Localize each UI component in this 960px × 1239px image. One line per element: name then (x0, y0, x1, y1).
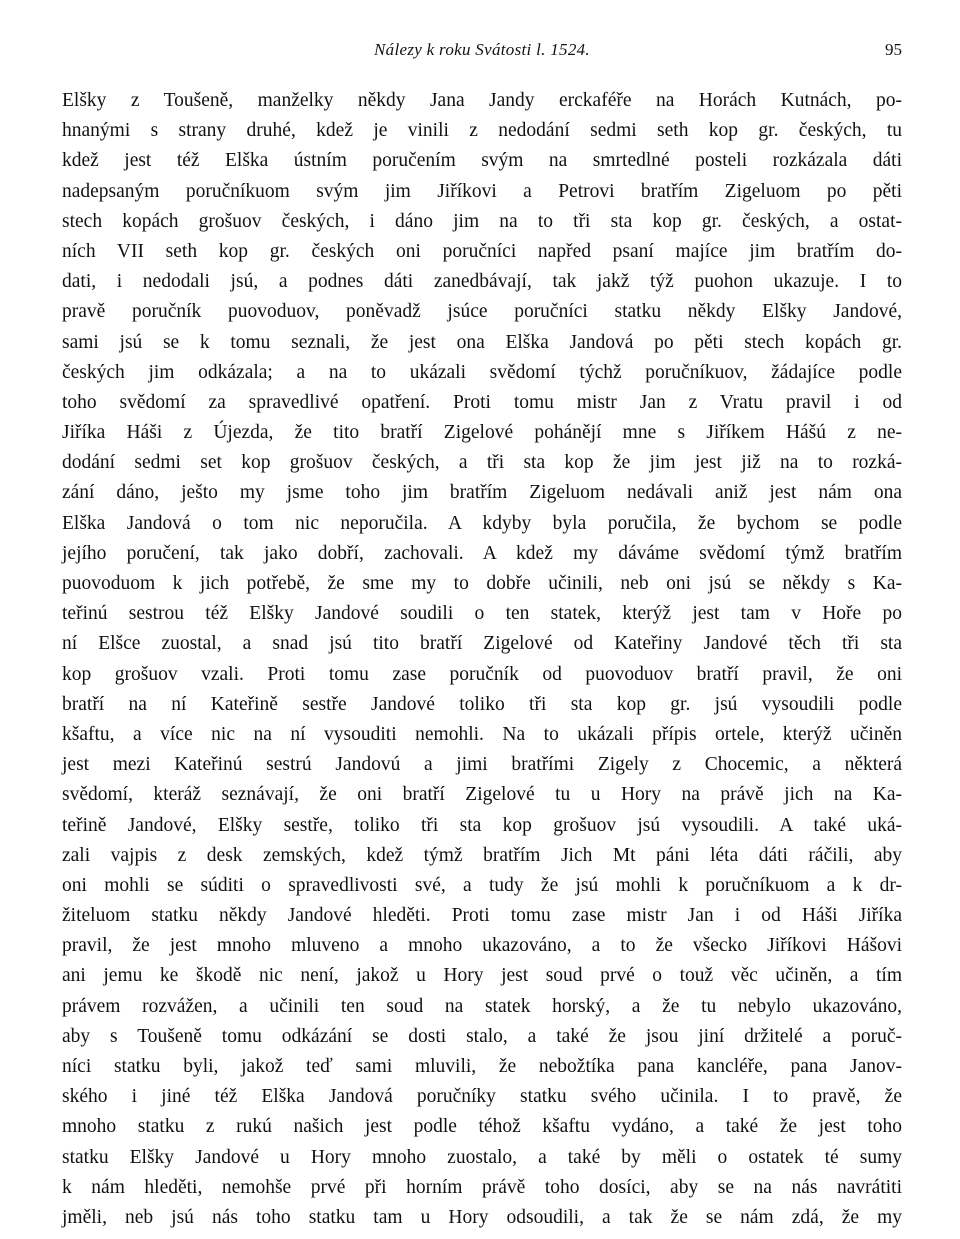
text-line: kšaftu, a více nic na ní vysouditi nemohli. Na to ukázali přípis ortele, kterýž učiněn (62, 723, 902, 745)
text-line: pravil, že jest mnoho mluveno a mnoho ukazováno, a to že všecko Jiříkovi Hášovi (62, 935, 902, 957)
text-line: sami jsú se k tomu seznali, že jest ona Elška Jandová po pěti stech kopách gr. (62, 331, 902, 353)
text-line: stech kopách grošuov českých, i dáno jim na to tři sta kop gr. českých, a ostat- (62, 210, 902, 232)
text-line: Elšky z Toušeně, manželky někdy Jana Jandy erckaféře na Horách Kutnách, po- (62, 90, 902, 111)
text-line: dodání sedmi set kop grošuov českých, a tři sta kop že jim jest již na to rozká- (62, 452, 902, 474)
text-line: jest mezi Kateřinú sestrú Jandovú a jimi bratřími Zigely z Chocemic, a některá (62, 754, 902, 776)
text-line: oni mohli se súditi o spravedlivosti své, a tudy že jsú mohli k poručníkuom a k dr- (62, 874, 902, 896)
text-line: pravě poručník puovoduov, poněvadž jsúce poručníci statku někdy Elšky Jandové, (62, 301, 902, 323)
text-line: níci statku byli, jakož teď sami mluvili, že nebožtíka pana kancléře, pana Janov- (62, 1056, 902, 1077)
page-number: 95 (885, 40, 902, 59)
text-line: zali vajpis z desk zemských, kdež týmž bratřím Jich Mt páni léta dáti ráčili, aby (62, 844, 902, 866)
text-line: kop grošuov vzali. Proti tomu zase poručník od puovoduov bratří pravil, že oni (62, 663, 902, 685)
text-line: Elška Jandová o tom nic neporučila. A kdyby byla poručila, že bychom se podle (62, 512, 902, 534)
text-line: aby s Toušeně tomu odkázání se dosti stalo, a také že jsou jiní držitelé a poruč- (62, 1025, 902, 1047)
running-title: Nálezy k roku Svátosti l. 1524. (374, 40, 590, 59)
text-line: ní Elšce zuostal, a snad jsú tito bratří Zigelové od Kateřiny Jandové těch tři sta (62, 633, 902, 655)
text-line: ani jemu ke škodě nic není, jakož u Hory jest soud prvé o touž věc učiněn, a tím (62, 965, 902, 987)
text-line: jejího poručení, tak jako dobří, zachovali. A kdež my dáváme svědomí týmž bratřím (62, 542, 902, 564)
text-line: dati, i nedodali jsú, a podnes dáti zanedbávají, tak jakž týž puohon ukazuje. I to (62, 271, 902, 293)
text-line: bratří na ní Kateřině sestře Jandové toliko tři sta kop gr. jsú vysoudili podle (62, 693, 902, 715)
text-line: ského i jiné též Elška Jandová poručníky statku svého učinila. I to pravě, že (62, 1086, 902, 1108)
text-line: zání dáno, ješto my jsme toho jim bratřím Zigeluom nedávali aniž jest nám ona (62, 482, 902, 504)
text-line: právem rozvážen, a učinili ten soud na statek horský, a že tu nebylo ukazováno, (62, 995, 902, 1017)
text-line: nadepsaným poručníkuom svým jim Jiříkovi a Petrovi bratřím Zigeluom po pěti (62, 180, 902, 202)
text-line: toho svědomí za spravedlivé opatření. Proti tomu mistr Jan z Vratu pravil i od (62, 391, 902, 413)
body-text (62, 86, 902, 1233)
text-line: svědomí, kteráž seznávají, že oni bratří Zigelové tu u Hory na právě jich na Ka- (62, 784, 902, 806)
text-line: českých jim odkázala; a na to ukázali svědomí týchž poručníkuov, žádajíce podle (62, 361, 902, 383)
text-line: statku Elšky Jandové u Hory mnoho zuostalo, a také by měli o ostatek té sumy (62, 1146, 902, 1168)
text-line: mnoho statku z rukú našich jest podle téhož kšaftu vydáno, a také že jest toho (62, 1116, 902, 1138)
text-line: kdež jest též Elška ústním poručením svým na smrtedlné posteli rozkázala dáti (62, 150, 902, 172)
text-line: žiteluom statku někdy Jandové hleděti. Proti tomu zase mistr Jan i od Háši Jiříka (62, 905, 902, 927)
text-line: jměli, neb jsú nás toho statku tam u Hory odsoudili, a tak že se nám zdá, že my (62, 1206, 902, 1228)
running-head (62, 40, 902, 64)
text-line: k nám hleděti, nemohše prvé při horním právě toho dosíci, aby se na nás navrátiti (62, 1176, 902, 1198)
text-line: ních VII seth kop gr. českých oni poručníci napřed psaní majíce jim bratřím do- (62, 240, 902, 262)
text-line: puovoduom k jich potřebě, že sme my to dobře učinili, neb oni jsú se někdy s Ka- (62, 573, 902, 594)
text-line: teřině Jandové, Elšky sestře, toliko tři sta kop grošuov jsú vysoudili. A také uká- (62, 814, 902, 836)
text-line: hnanými s strany druhé, kdež je vinili z nedodání sedmi seth kop gr. českých, tu (62, 120, 902, 142)
text-line: Jiříka Háši z Újezda, že tito bratří Zigelové pohánějí mne s Jiříkem Hášú z ne- (62, 422, 902, 444)
text-line: teřinú sestrou též Elšky Jandové soudili o ten statek, kterýž jest tam v Hoře po (62, 603, 902, 625)
